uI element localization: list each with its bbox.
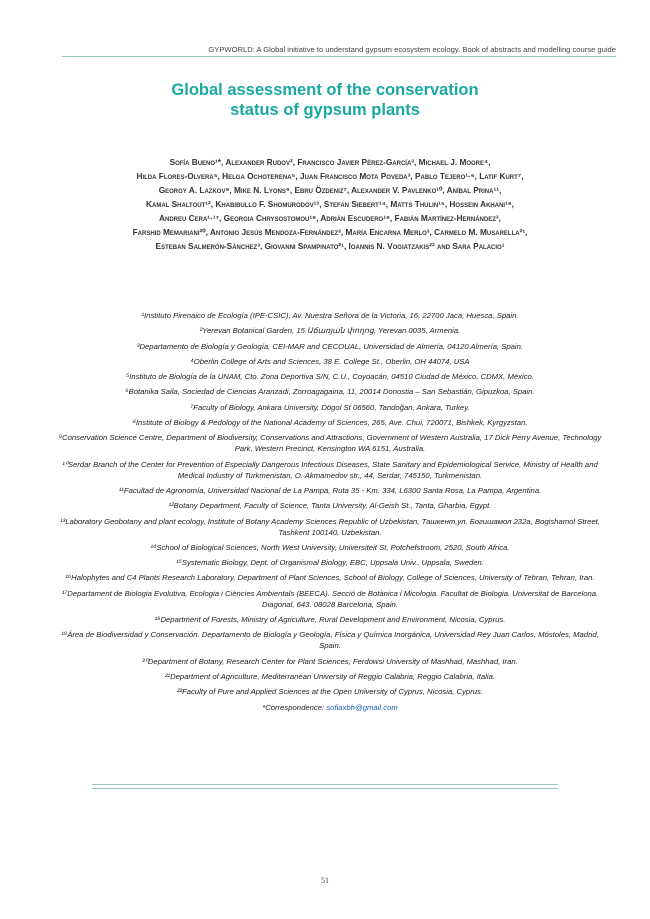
affiliation: ⁵Instituto de Biología de la UNAM, Cto. Zona Deportiva S/N, C.U., Coyoacán, 04510 Ciudad de México, CDMX, México. xyxy=(126,372,534,382)
running-header: GYPWORLD: A Global initiative to understand gypsum ecosystem ecology. Book of abstracts and modelling course guide xyxy=(208,45,616,54)
affiliation: ⁸Institute of Biology & Pedology of the National Academy of Sciences, 265, Ave. Chui, 720071, Bishkek, Kyrgyzstan. xyxy=(132,418,528,428)
affiliation: ³Departamento de Biología y Geología, CEI-MAR and CECOUAL, Universidad de Almería, 04120 Almería, Spain. xyxy=(136,341,524,351)
affiliation: ¹⁷Departament de Biologia Evolutiva, Ecologia i Ciències Ambientals (BEECA). Secció de Botànica i Micologia. Facultat de Biologia. Universitat de Barcelona. Diagonal, 643. 08028 Barcelona, Spain. xyxy=(61,588,599,609)
affiliation: ²⁰Department of Botany, Research Center for Plant Sciences, Ferdowsi University of Mashhad, Mashhad, Iran. xyxy=(142,656,518,666)
correspondence-label: *Correspondence: xyxy=(262,702,327,712)
author-line: Kamal Shaltout¹², Khabibullo F. Shomurodov¹³, Stefan Siebert¹⁴, Matts Thulin¹⁵, Hossein Akhani¹⁶, xyxy=(146,199,514,209)
author-line: Esteban Salmerón-Sánchez³, Giovanni Spampinato²¹, Ioannis N. Vogiatzakis²² and Sara Palacio¹ xyxy=(155,241,505,251)
affiliation: ⁹Conservation Science Centre, Department of Biodiversity, Conservations and Attractions, Government of Western Australia, 17 Dick Perry Avenue, Technology Park, Western Precinct, Kensington WA 6151, Australia. xyxy=(58,433,602,454)
author-list xyxy=(60,155,600,253)
affiliation: ¹²Botany Department, Faculty of Science, Tanta University, Al-Geish St., Tanta, Gharbia, Egypt. xyxy=(168,501,492,511)
affiliation: ¹Instituto Pirenaico de Ecología (IPE-CSIC), Av. Nuestra Señora de la Victoria, 16, 22700 Jaca, Huesca, Spain. xyxy=(141,311,519,320)
author-line: Sofía Bueno¹*, Alexander Rudov², Francisco Javier Pérez-García³, Michael J. Moore⁴, xyxy=(169,157,491,167)
affiliation: ⁶Botanika Saila, Sociedad de Ciencias Aranzadi, Zorroagagaina, 11, 20014 Donostia – San Sebastián, Gipuzkoa, Spain. xyxy=(125,387,535,397)
affiliation: ¹⁶Halophytes and C4 Plants Research Laboratory, Department of Plant Sciences, School of Biology, College of Sciences, University of Tehran, Tehran, Iran. xyxy=(65,573,595,583)
page-number: 51 xyxy=(321,876,329,885)
author-line: Hilda Flores-Olvera⁵, Helga Ochoterena⁵, Juan Francisco Mota Poveda³, Pablo Tejero¹·⁶, Latif Kurt⁷, xyxy=(136,171,524,181)
affiliation: ²²Faculty of Pure and Applied Sciences at the Open University of Cyprus, Nicosia, Cyprus. xyxy=(176,687,484,697)
affiliation: ¹⁰Serdar Branch of the Center for Prevention of Especially Dangerous Infectious Diseases, State Sanitary and Epidemiological Service, Ministry of Health and Medical Industry of Turkmenistan, O. Akmamedov str., 44, Serdar, 745150, Turkmenistan. xyxy=(62,459,598,480)
correspondence-email-link[interactable]: sofiaxbh@gmail.com xyxy=(326,702,398,712)
affiliation: ¹³Laboratory Geobotany and plant ecology, Institute of Botany Academy Sciences Republic of Uzbekistan, Ташкент,ул. Богишамол 232а, Bogishamol Street, Tashkent 100140, Uzbekistan. xyxy=(60,516,600,537)
author-line: Georgy A. Lazkov⁸, Mike N. Lyons⁹, Ebru Özdeniz⁷, Alexander V. Pavlenko¹⁰, Aníbal Prina¹¹, xyxy=(158,185,502,195)
paper-title xyxy=(0,80,650,120)
affiliation: ¹⁵Systematic Biology, Dept. of Organismal Biology, EBC, Uppsala Univ., Uppsala, Sweden. xyxy=(176,558,484,568)
affiliation: ²¹Department of Agriculture, Mediterranean University of Reggio Calabria, Reggio Calabria, Italia. xyxy=(164,671,495,681)
footer-divider xyxy=(92,784,558,789)
affiliation: ¹¹Facultad de Agronomía, Universidad Nacional de La Pampa, Ruta 35 - Km. 334, L6300 Santa Rosa, La Pampa, Argentina. xyxy=(118,485,542,495)
affiliation: ¹⁸Department of Forests, Ministry of Agriculture, Rural Development and Environment, Nicosia, Cyprus. xyxy=(154,615,506,625)
affiliation: ¹⁴School of Biological Sciences, North West University, Universiteit St, Potchefstroom, 2520, South Africa. xyxy=(150,542,510,552)
affiliation-list xyxy=(58,310,602,717)
author-line: Andreu Cera¹·¹⁷, Georgia Chrysostomou¹⁸, Adrián Escudero¹⁹, Fabián Martínez-Hernández³, xyxy=(159,213,501,223)
affiliation: ¹⁹Área de Biodiversidad y Conservación. Departamento de Biología y Geología, Física y Química Inorgánica, Universidad Rey Juan Carlos, Móstoles, Madrid, Spain. xyxy=(61,630,599,651)
header-divider xyxy=(62,56,616,57)
title-line: status of gypsum plants xyxy=(230,101,420,119)
title-line: Global assessment of the conservation xyxy=(171,81,479,99)
affiliation: ⁴Oberlin College of Arts and Sciences, 38 E. College St., Oberlin, OH 44074, USA xyxy=(190,356,470,366)
affiliation: ⁷Faculty of Biology, Ankara University, Dögol St 06560, Tandoğan, Ankara, Turkey. xyxy=(190,402,470,412)
author-line: Farshid Memariani²⁰, Antonio Jesús Mendoza-Fernández³, María Encarna Merlo³, Carmelo M. Musarella²¹, xyxy=(132,227,528,237)
affiliation: ²Yerevan Botanical Garden, 15 Աճառյան փողոց, Yerevan 0035, Armenia. xyxy=(199,326,461,336)
correspondence xyxy=(58,702,602,713)
